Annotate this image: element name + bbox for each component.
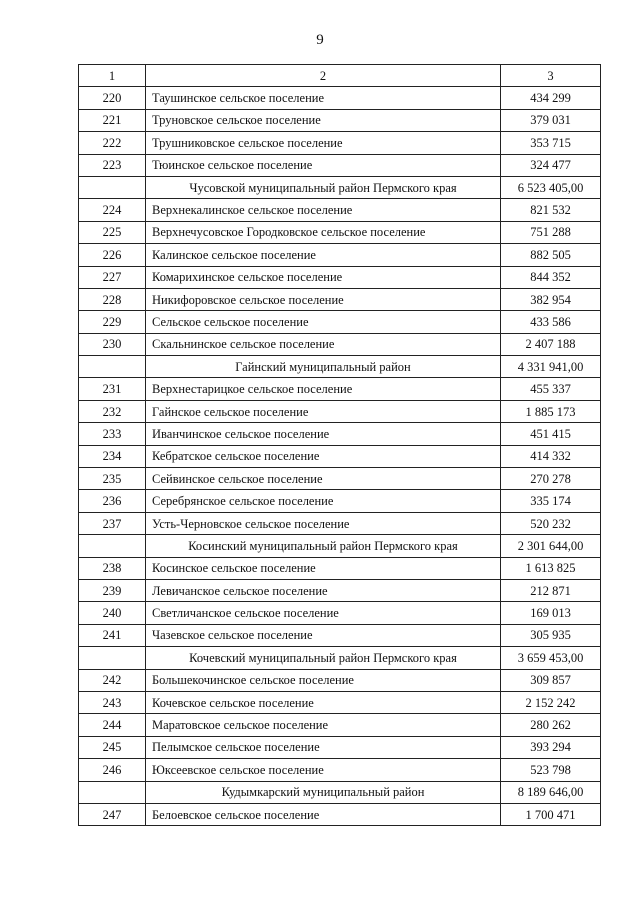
table-row — [79, 109, 601, 131]
settlement-name: Кебратское сельское поселение — [146, 445, 501, 467]
row-number: 234 — [79, 445, 146, 467]
row-number: 239 — [79, 579, 146, 601]
table-row — [79, 512, 601, 534]
district-blank-cell — [79, 356, 146, 378]
row-number: 228 — [79, 288, 146, 310]
settlement-name: Большекочинское сельское поселение — [146, 669, 501, 691]
table-row — [79, 400, 601, 422]
settlement-value: 1 700 471 — [501, 803, 601, 825]
settlement-name: Юксеевское сельское поселение — [146, 759, 501, 781]
row-number: 246 — [79, 759, 146, 781]
row-number: 235 — [79, 468, 146, 490]
page-number: 9 — [316, 32, 324, 48]
settlement-value: 433 586 — [501, 311, 601, 333]
settlement-name: Левичанское сельское поселение — [146, 579, 501, 601]
settlement-name: Сейвинское сельское поселение — [146, 468, 501, 490]
settlement-value: 434 299 — [501, 87, 601, 109]
row-number: 225 — [79, 221, 146, 243]
settlement-name: Гайнское сельское поселение — [146, 400, 501, 422]
settlement-value: 324 477 — [501, 154, 601, 176]
table-row — [79, 803, 601, 825]
settlement-name: Белоевское сельское поселение — [146, 803, 501, 825]
settlement-name: Усть-Черновское сельское поселение — [146, 512, 501, 534]
row-number: 236 — [79, 490, 146, 512]
table-row — [79, 602, 601, 624]
district-total: 8 189 646,00 — [501, 781, 601, 803]
row-number: 229 — [79, 311, 146, 333]
settlement-value: 751 288 — [501, 221, 601, 243]
settlement-value: 2 152 242 — [501, 691, 601, 713]
row-number: 247 — [79, 803, 146, 825]
row-number: 224 — [79, 199, 146, 221]
table-row — [79, 154, 601, 176]
settlement-value: 169 013 — [501, 602, 601, 624]
table-row — [79, 468, 601, 490]
column-header-2: 2 — [146, 65, 501, 87]
table-row — [79, 490, 601, 512]
table-row — [79, 311, 601, 333]
row-number: 244 — [79, 714, 146, 736]
table-row — [79, 423, 601, 445]
settlement-name: Калинское сельское поселение — [146, 244, 501, 266]
settlement-name: Верхнекалинское сельское поселение — [146, 199, 501, 221]
settlement-value: 280 262 — [501, 714, 601, 736]
settlement-value: 414 332 — [501, 445, 601, 467]
district-name: Косинский муниципальный район Пермского края — [146, 535, 501, 557]
row-number: 233 — [79, 423, 146, 445]
district-name: Кудымкарский муниципальный район — [146, 781, 501, 803]
row-number: 226 — [79, 244, 146, 266]
settlement-value: 520 232 — [501, 512, 601, 534]
settlement-name: Кочевское сельское поселение — [146, 691, 501, 713]
table-row — [79, 669, 601, 691]
district-name: Гайнский муниципальный район — [146, 356, 501, 378]
settlement-name: Светличанское сельское поселение — [146, 602, 501, 624]
table-row — [79, 199, 601, 221]
settlement-value: 212 871 — [501, 579, 601, 601]
district-row — [79, 356, 601, 378]
table-row — [79, 221, 601, 243]
settlement-name: Тюинское сельское поселение — [146, 154, 501, 176]
table-row — [79, 714, 601, 736]
district-total: 2 301 644,00 — [501, 535, 601, 557]
settlement-name: Труновское сельское поселение — [146, 109, 501, 131]
district-total: 3 659 453,00 — [501, 647, 601, 669]
district-blank-cell — [79, 647, 146, 669]
settlement-name: Никифоровское сельское поселение — [146, 288, 501, 310]
table-row — [79, 288, 601, 310]
district-name: Чусовской муниципальный район Пермского края — [146, 176, 501, 198]
row-number: 238 — [79, 557, 146, 579]
row-number: 223 — [79, 154, 146, 176]
row-number: 242 — [79, 669, 146, 691]
settlement-value: 882 505 — [501, 244, 601, 266]
settlement-name: Иванчинское сельское поселение — [146, 423, 501, 445]
district-row — [79, 781, 601, 803]
settlement-name: Комарихинское сельское поселение — [146, 266, 501, 288]
settlement-value: 451 415 — [501, 423, 601, 445]
settlement-value: 844 352 — [501, 266, 601, 288]
row-number: 245 — [79, 736, 146, 758]
district-row — [79, 647, 601, 669]
table-row — [79, 579, 601, 601]
row-number: 240 — [79, 602, 146, 624]
row-number: 227 — [79, 266, 146, 288]
settlement-value: 1 613 825 — [501, 557, 601, 579]
table-row — [79, 557, 601, 579]
district-total: 4 331 941,00 — [501, 356, 601, 378]
table-row — [79, 691, 601, 713]
column-header-3: 3 — [501, 65, 601, 87]
district-blank-cell — [79, 176, 146, 198]
district-row — [79, 176, 601, 198]
row-number: 241 — [79, 624, 146, 646]
row-number: 221 — [79, 109, 146, 131]
table-row — [79, 624, 601, 646]
row-number: 237 — [79, 512, 146, 534]
settlement-value: 455 337 — [501, 378, 601, 400]
table-row — [79, 378, 601, 400]
settlement-value: 393 294 — [501, 736, 601, 758]
row-number: 222 — [79, 132, 146, 154]
row-number: 243 — [79, 691, 146, 713]
table-header-row — [79, 65, 601, 87]
row-number: 232 — [79, 400, 146, 422]
district-blank-cell — [79, 781, 146, 803]
settlement-value: 379 031 — [501, 109, 601, 131]
district-name: Кочевский муниципальный район Пермского края — [146, 647, 501, 669]
table-row — [79, 445, 601, 467]
settlement-value: 270 278 — [501, 468, 601, 490]
row-number: 220 — [79, 87, 146, 109]
table-row — [79, 333, 601, 355]
settlement-name: Сельское сельское поселение — [146, 311, 501, 333]
settlement-value: 353 715 — [501, 132, 601, 154]
settlement-name: Скальнинское сельское поселение — [146, 333, 501, 355]
settlement-name: Верхнечусовское Городковское сельское поселение — [146, 221, 501, 243]
settlement-name: Таушинское сельское поселение — [146, 87, 501, 109]
allocation-table — [78, 64, 601, 826]
settlement-value: 305 935 — [501, 624, 601, 646]
table-row — [79, 244, 601, 266]
column-header-1: 1 — [79, 65, 146, 87]
table-row — [79, 759, 601, 781]
table-body — [79, 65, 601, 826]
row-number: 230 — [79, 333, 146, 355]
settlement-name: Пелымское сельское поселение — [146, 736, 501, 758]
row-number: 231 — [79, 378, 146, 400]
table-row — [79, 266, 601, 288]
settlement-name: Верхнестарицкое сельское поселение — [146, 378, 501, 400]
settlement-value: 2 407 188 — [501, 333, 601, 355]
settlement-name: Маратовское сельское поселение — [146, 714, 501, 736]
table-row — [79, 87, 601, 109]
settlement-value: 335 174 — [501, 490, 601, 512]
settlement-name: Серебрянское сельское поселение — [146, 490, 501, 512]
settlement-value: 523 798 — [501, 759, 601, 781]
settlement-value: 309 857 — [501, 669, 601, 691]
settlement-name: Трушниковское сельское поселение — [146, 132, 501, 154]
district-row — [79, 535, 601, 557]
district-total: 6 523 405,00 — [501, 176, 601, 198]
table-row — [79, 132, 601, 154]
settlement-value: 1 885 173 — [501, 400, 601, 422]
settlement-value: 821 532 — [501, 199, 601, 221]
settlement-name: Косинское сельское поселение — [146, 557, 501, 579]
district-blank-cell — [79, 535, 146, 557]
settlement-value: 382 954 — [501, 288, 601, 310]
table-row — [79, 736, 601, 758]
settlement-name: Чазевское сельское поселение — [146, 624, 501, 646]
